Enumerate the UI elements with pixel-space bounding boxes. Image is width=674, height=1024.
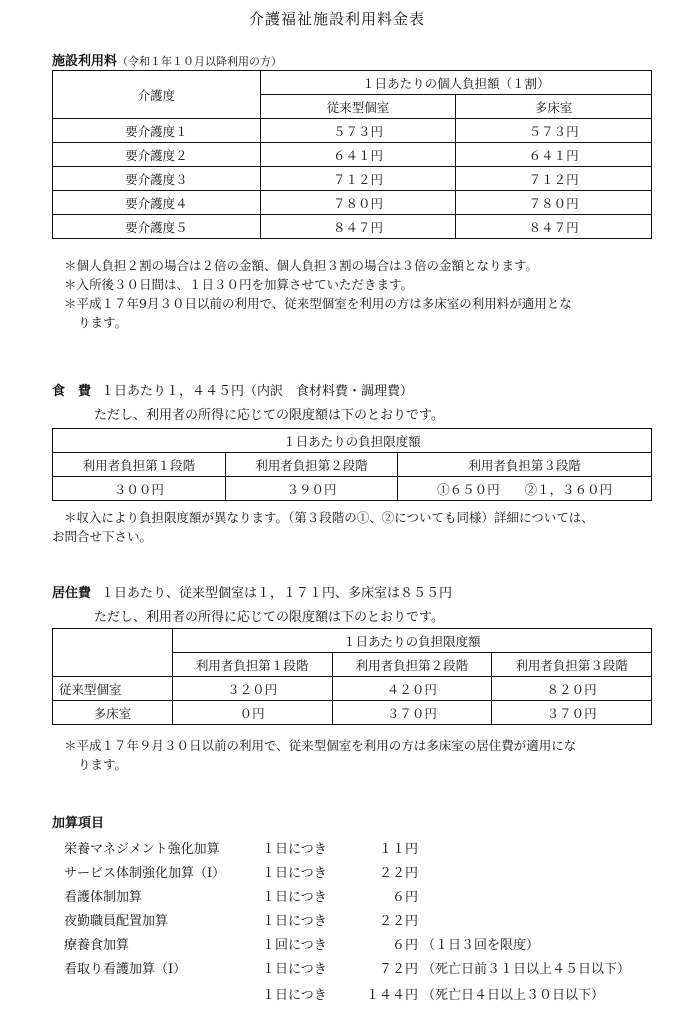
note-line: ＊平成１７年9月３０日以前の利用で、従来型個室を利用の方は多床室の利用料が適用とな: [64, 296, 572, 311]
note-line: ＊入所後３０日間は、１日３０円を加算させていただきます。: [64, 277, 414, 292]
table-row: [53, 477, 652, 501]
food-heading: [52, 380, 413, 399]
addition-name: 看取り看護加算（Ⅰ）: [64, 962, 187, 977]
addition-name: 栄養マネジメント強化加算: [64, 842, 220, 857]
fee-cell: ５７３円: [456, 119, 652, 143]
table-corner-care-level: 介護度: [53, 71, 261, 119]
care-level-cell: 要介護度４: [53, 191, 261, 215]
additions-heading: 加算項目: [52, 816, 105, 831]
addition-amount: ６円: [391, 938, 418, 953]
food-limit-header: １日あたりの負担限度額: [53, 429, 652, 453]
limit-cell: ３７０円: [492, 701, 652, 725]
fee-cell: ７８０円: [456, 191, 652, 215]
residence-line2: ただし、利用者の所得に応じての限度額は下のとおりです。: [94, 610, 444, 625]
facility-heading-label: 施設利用料: [52, 54, 118, 69]
fee-cell: ６４１円: [456, 143, 652, 167]
addition-amount: ２２円: [378, 914, 418, 929]
addition-unit: １日につき: [262, 866, 327, 881]
residence-notes: [64, 736, 664, 774]
residence-limit-header: １日あたりの負担限度額: [172, 629, 651, 653]
col-header-stage-2: 利用者負担第２段階: [332, 653, 492, 677]
addition-unit: １日につき: [262, 962, 327, 977]
limit-cell: ３７０円: [332, 701, 492, 725]
note-line: お問合せ下さい。: [52, 529, 153, 544]
addition-name: 夜勤職員配置加算: [64, 914, 169, 929]
residence-heading: [52, 582, 452, 601]
note-line: ります。: [78, 757, 128, 772]
addition-name: 看護体制加算: [64, 890, 143, 905]
addition-amount: ７２円: [378, 962, 418, 977]
fee-cell: ７８０円: [260, 191, 456, 215]
note-line: ＊個人負担２割の場合は２倍の金額、個人負担３割の場合は３倍の金額となります。: [64, 258, 539, 273]
facility-fee-table: [52, 70, 652, 239]
table-corner-empty: [53, 629, 173, 677]
col-header-stage-3: 利用者負担第３段階: [398, 453, 652, 477]
facility-notes: [64, 256, 664, 332]
col-header-stage-2: 利用者負担第２段階: [225, 453, 398, 477]
addition-amount: ６円: [391, 890, 418, 905]
care-level-cell: 要介護度２: [53, 143, 261, 167]
addition-unit: １日につき: [262, 842, 327, 857]
addition-name: 療養食加算: [64, 938, 130, 953]
table-row: [53, 143, 652, 167]
residence-heading-label: 居住費: [52, 586, 92, 601]
fee-cell: ７１２円: [260, 167, 456, 191]
col-header-stage-1: 利用者負担第１段階: [53, 453, 226, 477]
room-type-cell: 多床室: [53, 701, 173, 725]
addition-unit: １日につき: [262, 914, 327, 929]
care-level-cell: 要介護度１: [53, 119, 261, 143]
residence-limit-table: [52, 628, 652, 725]
fee-cell: ５７３円: [260, 119, 456, 143]
addition-unit: １日につき: [262, 988, 327, 1003]
limit-cell: ８２０円: [492, 677, 652, 701]
fee-cell: ８４７円: [260, 215, 456, 239]
col-header-stage-3: 利用者負担第３段階: [492, 653, 652, 677]
table-row: [53, 191, 652, 215]
food-notes: [52, 508, 652, 546]
table-row: [53, 677, 652, 701]
col-header-stage-1: 利用者負担第１段階: [172, 653, 332, 677]
limit-cell: ３２０円: [172, 677, 332, 701]
facility-subheading: （令和１年１０月以降利用の方）: [117, 55, 283, 68]
page-title: 介護福祉施設利用料金表: [248, 10, 425, 28]
addition-note: （１日３回を限度）: [422, 938, 540, 953]
care-level-cell: 要介護度３: [53, 167, 261, 191]
addition-amount: ２２円: [378, 866, 418, 881]
table-row: [53, 215, 652, 239]
limit-cell: ３００円: [53, 477, 226, 501]
facility-heading: [52, 50, 282, 69]
note-line: ります。: [78, 315, 128, 330]
fee-cell: ８４７円: [456, 215, 652, 239]
fee-cell: ７１２円: [456, 167, 652, 191]
group-header: １日あたりの個人負担額（１割）: [260, 71, 651, 95]
table-row: [53, 701, 652, 725]
food-line2: ただし、利用者の所得に応じての限度額は下のとおりです。: [94, 408, 444, 423]
care-level-cell: 要介護度５: [53, 215, 261, 239]
addition-name: サービス体制強化加算（Ⅰ）: [64, 866, 226, 881]
addition-amount: １４４円: [365, 988, 418, 1003]
col-header-private-room: 従来型個室: [260, 95, 456, 119]
addition-unit: １日につき: [262, 890, 327, 905]
addition-amount: １１円: [378, 842, 418, 857]
addition-note: （死亡日４日以上３０日以下）: [422, 988, 605, 1003]
limit-cell: ４２０円: [332, 677, 492, 701]
note-line: ＊平成１７年９月３０日以前の利用で、従来型個室を利用の方は多床室の居住費が適用にな: [64, 738, 577, 753]
limit-cell: ０円: [172, 701, 332, 725]
food-limit-table: [52, 428, 652, 501]
residence-line1: １日あたり、従来型個室は１，１７１円、多床室は８５５円: [101, 586, 453, 601]
table-row: [53, 119, 652, 143]
food-heading-label: 食 費: [52, 384, 92, 399]
note-line: ＊収入により負担限度額が異なります。（第３段階の①、②についても同様）詳細については、: [64, 510, 594, 525]
addition-note: （死亡日前３１日以上４５日以下）: [422, 962, 631, 977]
col-header-shared-room: 多床室: [456, 95, 652, 119]
limit-cell: ①６５０円 ②１，３６０円: [398, 477, 652, 501]
table-row: [53, 167, 652, 191]
limit-cell: ３９０円: [225, 477, 398, 501]
addition-unit: １回につき: [262, 938, 327, 953]
room-type-cell: 従来型個室: [53, 677, 173, 701]
fee-cell: ６４１円: [260, 143, 456, 167]
food-line1: １日あたり１，４４５円（内訳 食材料費・調理費）: [101, 384, 414, 399]
